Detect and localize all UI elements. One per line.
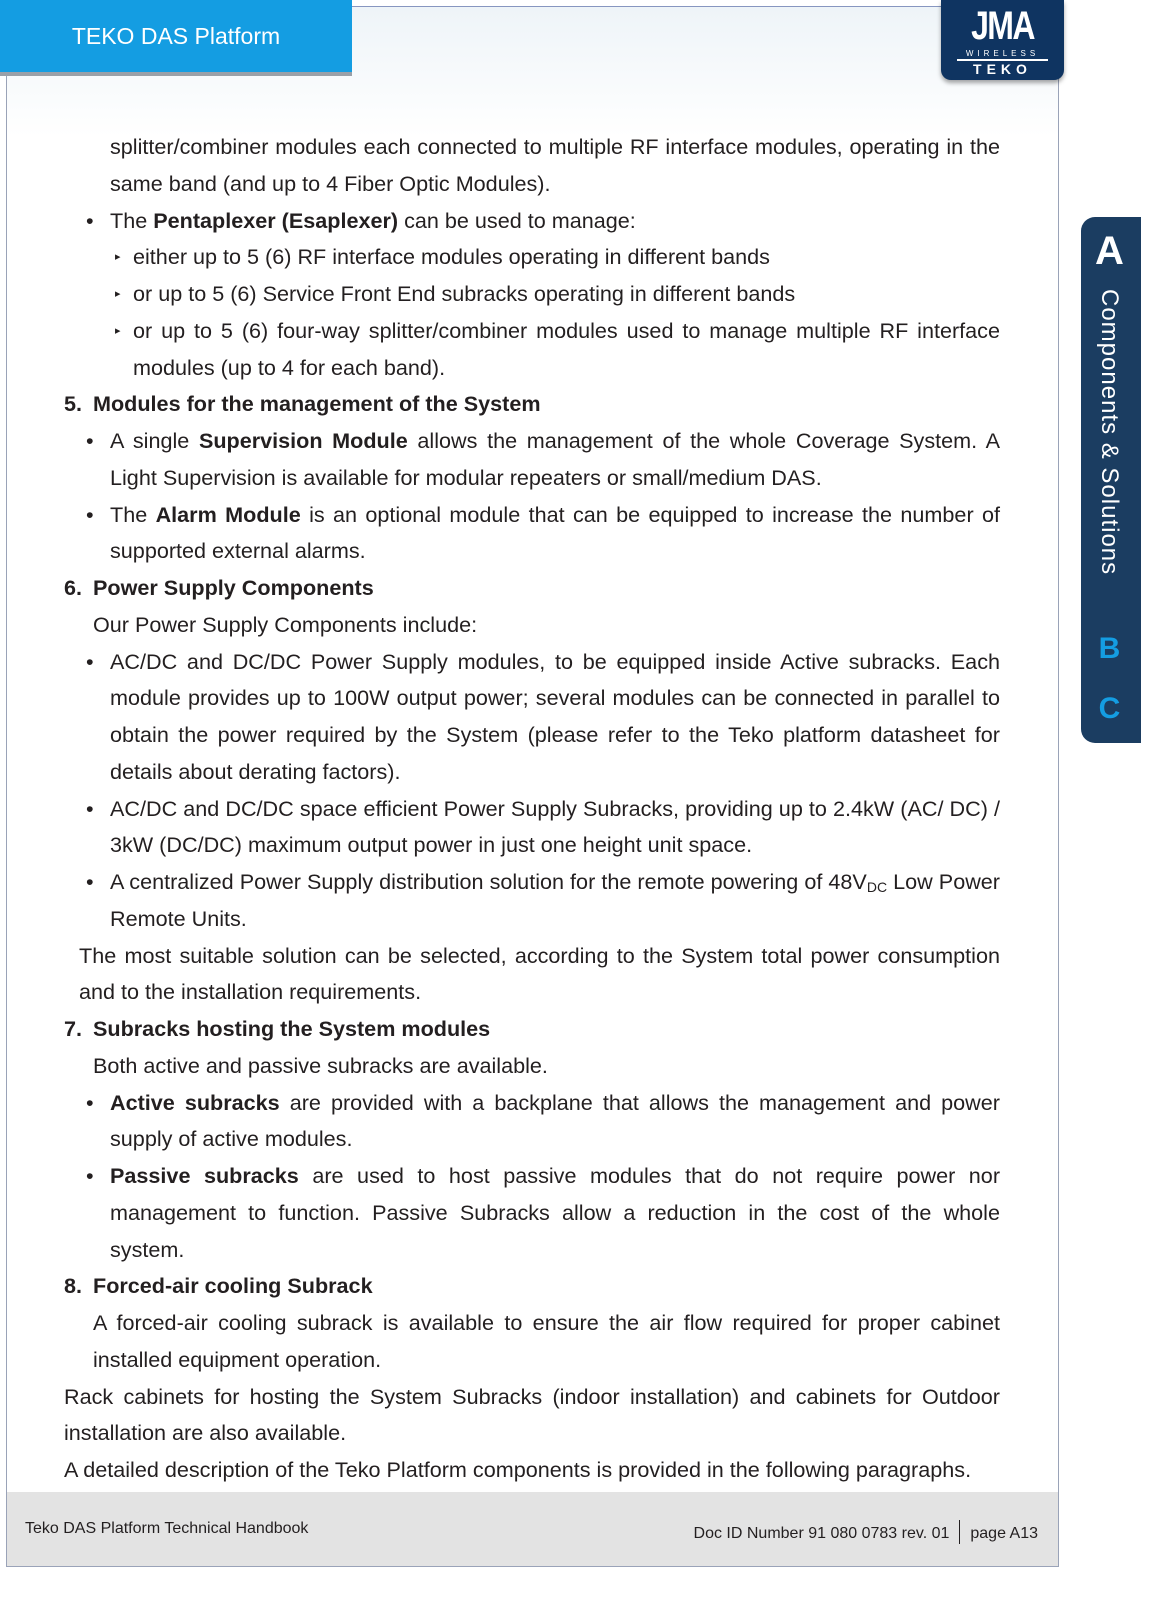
bold-term: Supervision Module <box>198 428 408 453</box>
text-run: are provided with a backplane that allows the management and power supply of active modules. <box>110 1089 1000 1152</box>
list-item <box>86 497 1000 571</box>
footer-page-number: page A13 <box>970 1525 1038 1542</box>
bold-term: Alarm Module <box>155 501 301 527</box>
footer-title: Teko DAS Platform Technical Handbook <box>25 1520 309 1537</box>
text-run: Our Power Supply Components include: <box>93 611 478 637</box>
bullet-icon: • <box>86 428 94 453</box>
body-text <box>0 129 1000 1489</box>
heading-number: 6. <box>64 575 83 600</box>
section-heading <box>64 570 1000 607</box>
paragraph <box>93 1048 1000 1085</box>
paragraph <box>79 938 1000 1012</box>
jma-teko-logo <box>941 0 1064 80</box>
bullet-icon: • <box>86 648 94 674</box>
heading-number: 7. <box>64 1016 83 1041</box>
bold-term: Active subracks <box>110 1089 280 1115</box>
list-item <box>86 864 1000 938</box>
section-tab-a[interactable]: A <box>1095 229 1124 273</box>
section-tab <box>1081 217 1141 743</box>
list-item <box>86 791 1000 865</box>
triangle-bullet-icon: ▸ <box>115 288 121 300</box>
heading-number: 5. <box>64 391 83 417</box>
bullet-icon: • <box>86 1089 94 1115</box>
paragraph <box>64 1379 1000 1453</box>
list-item <box>86 1158 1001 1268</box>
list-item <box>86 644 1000 791</box>
text-run: The <box>110 207 154 233</box>
paragraph <box>93 1305 1000 1379</box>
text-run: Forced-air cooling Subrack <box>93 1273 373 1299</box>
text-run: Subracks hosting the System modules <box>93 1016 491 1041</box>
text-run: The most suitable solution can be selected, according to the System total power consumption and to the installation requirements. <box>79 942 1000 1005</box>
triangle-bullet-icon: ▸ <box>115 324 121 337</box>
paragraph <box>64 1452 1000 1489</box>
section-heading <box>64 1011 1000 1048</box>
header-title: TEKO DAS Platform <box>71 22 281 49</box>
text-run: Modules for the management of the System <box>93 391 541 417</box>
bold-term: Passive subracks <box>110 1163 299 1188</box>
footer <box>7 1492 1058 1566</box>
text-run: can be used to manage: <box>398 207 636 233</box>
paragraph <box>110 129 1000 203</box>
list-item <box>115 276 1000 313</box>
bullet-icon: • <box>86 207 94 233</box>
text-run: Both active and passive subracks are available. <box>93 1052 548 1078</box>
text-run: A detailed description of the Teko Platform components is provided in the following paragraphs. <box>64 1457 972 1482</box>
triangle-bullet-icon: ▸ <box>115 251 121 264</box>
text-run: A single <box>110 428 199 453</box>
section-heading <box>64 1268 1000 1305</box>
bullet-icon: • <box>86 869 94 894</box>
text-run: splitter/combiner modules each connected to multiple RF interface modules, operating in the same band (and up to 4 Fiber Optic Modules). <box>110 134 1000 196</box>
text-run: AC/DC and DC/DC Power Supply modules, to be equipped inside Active subracks. Each module provides up to 100W output power; several modules can be connected in parallel to obtain the power required by the System (please refer to the Teko platform datasheet for details about derating factors). <box>110 648 1000 784</box>
text-run: Low Power Remote Units. <box>110 869 1000 931</box>
section-tab-c[interactable]: C <box>1098 692 1121 725</box>
footer-divider <box>959 1520 960 1544</box>
section-tab-label: Components & Solutions <box>1096 289 1123 576</box>
paragraph <box>93 607 1000 644</box>
bullet-icon: • <box>86 795 94 821</box>
text-run: is an optional module that can be equipped to increase the number of supported external alarms. <box>110 501 1000 564</box>
text-run: The <box>110 501 156 527</box>
logo-main: JMA <box>971 4 1034 48</box>
bold-term: Pentaplexer (Esaplexer) <box>153 207 399 233</box>
bullet-icon: • <box>86 501 94 527</box>
header-banner <box>0 0 352 72</box>
list-item <box>115 313 1000 387</box>
text-run: DC <box>866 879 888 895</box>
list-item <box>86 423 1000 497</box>
text-run: are used to host passive modules that do not require power nor management to function. Passive Subracks allow a reduction in the cost of the whole system. <box>110 1163 1001 1262</box>
list-item <box>86 1085 1000 1159</box>
text-run: A centralized Power Supply distribution solution for the remote powering of 48V <box>110 869 867 894</box>
text-run: allows the management of the whole Coverage System. A Light Supervision is available for modular repeaters or small/medium DAS. <box>110 428 1000 490</box>
text-run: AC/DC and DC/DC space efficient Power Supply Subracks, providing up to 2.4kW (AC/ DC) / 3kW (DC/DC) maximum output power in just one height unit space. <box>110 795 1000 858</box>
list-item <box>86 203 1000 240</box>
logo-brand: TEKO <box>973 61 1032 77</box>
footer-doc-id: Doc ID Number 91 080 0783 rev. 01 <box>693 1525 950 1542</box>
text-run: or up to 5 (6) Service Front End subracks operating in different bands <box>133 281 796 306</box>
logo-sub: WIRELESS <box>957 48 1048 61</box>
section-tab-b[interactable]: B <box>1098 632 1121 665</box>
bullet-icon: • <box>86 1163 94 1188</box>
heading-number: 8. <box>64 1273 83 1299</box>
text-run: Power Supply Components <box>93 575 374 600</box>
text-run: A forced-air cooling subrack is available to ensure the air flow required for proper cabinet installed equipment operation. <box>93 1310 1000 1372</box>
section-heading <box>64 386 1000 423</box>
text-run: Rack cabinets for hosting the System Subracks (indoor installation) and cabinets for Outdoor installation are also available. <box>64 1383 1000 1446</box>
text-run: or up to 5 (6) four-way splitter/combiner modules used to manage multiple RF interface modules (up to 4 for each band). <box>133 317 1000 380</box>
list-item <box>115 239 1000 276</box>
text-run: either up to 5 (6) RF interface modules operating in different bands <box>133 244 770 270</box>
